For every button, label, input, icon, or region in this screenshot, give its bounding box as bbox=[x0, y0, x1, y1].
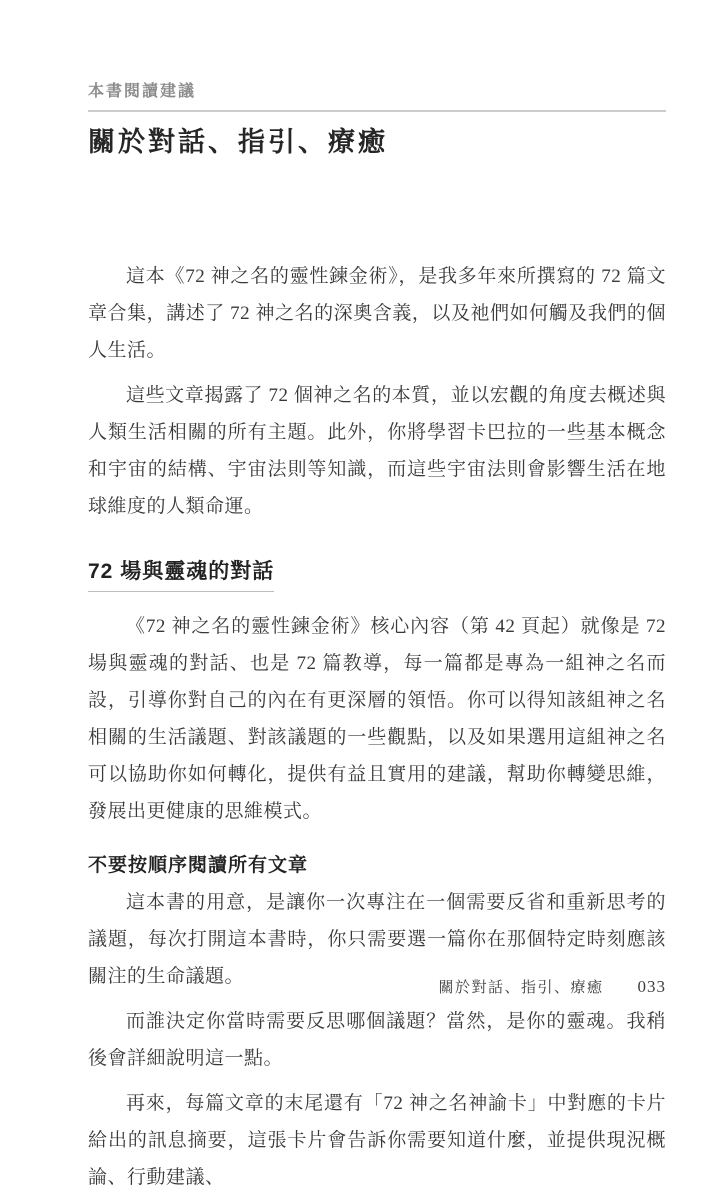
page-header bbox=[88, 84, 666, 158]
page-footer bbox=[88, 976, 666, 997]
reading-order-paragraph-3: 再來，每篇文章的末尾還有「72 神之名神諭卡」中對應的卡片給出的訊息摘要，這張卡片會告訴你需要知道什麼，並提供現況概論、行動建議、 bbox=[88, 1093, 666, 1189]
dialogue-paragraph-1: 《72 神之名的靈性鍊金術》核心內容（第 42 頁起）就像是 72 場與靈魂的對話、也是 72 篇教導，每一篇都是專為一組神之名而設，引導你對自己的內在有更深層的領悟。你可以得知該組神之名相關的生活議題、對該議題的一些觀點，以及如果選用這組神之名可以協助你如何轉化，提供有益且實用的建議，幫助你轉變思維，發展出更健康的思維模式。 bbox=[88, 615, 666, 822]
sub-heading-reading-order: 不要按順序閱讀所有文章 bbox=[88, 854, 309, 876]
running-title: 關於對話、指引、療癒 bbox=[438, 979, 604, 996]
body-text bbox=[88, 258, 666, 1196]
intro-paragraph-2: 這些文章揭露了 72 個神之名的本質，並以宏觀的角度去概述與人類生活相關的所有主題。此外，你將學習卡巴拉的一些基本概念和宇宙的結構、宇宙法則等知識，而這些宇宙法則會影響生活在地球維度的人類命運。 bbox=[88, 385, 666, 518]
section-heading-dialogue bbox=[88, 559, 666, 591]
section-kicker: 本書閱讀建議 bbox=[88, 83, 197, 100]
book-page bbox=[88, 84, 666, 1196]
section-heading-dialogue-text: 72 場與靈魂的對話 bbox=[88, 559, 274, 591]
reading-order-paragraph-1: 這本書的用意，是讓你一次專注在一個需要反省和重新思考的議題，每次打開這本書時，你只需要選一篇你在那個特定時刻應該關注的生命議題。 bbox=[88, 892, 666, 988]
reading-order-paragraph-2: 而誰決定你當時需要反思哪個議題？當然，是你的靈魂。我稍後會詳細說明這一點。 bbox=[88, 1011, 666, 1070]
page-number: 033 bbox=[637, 977, 666, 996]
page-title: 關於對話、指引、療癒 bbox=[88, 127, 388, 157]
intro-paragraph-1: 這本《72 神之名的靈性鍊金術》，是我多年來所撰寫的 72 篇文章合集，講述了 72 神之名的深奧含義，以及祂們如何觸及我們的個人生活。 bbox=[88, 266, 666, 362]
header-rule bbox=[88, 110, 666, 112]
